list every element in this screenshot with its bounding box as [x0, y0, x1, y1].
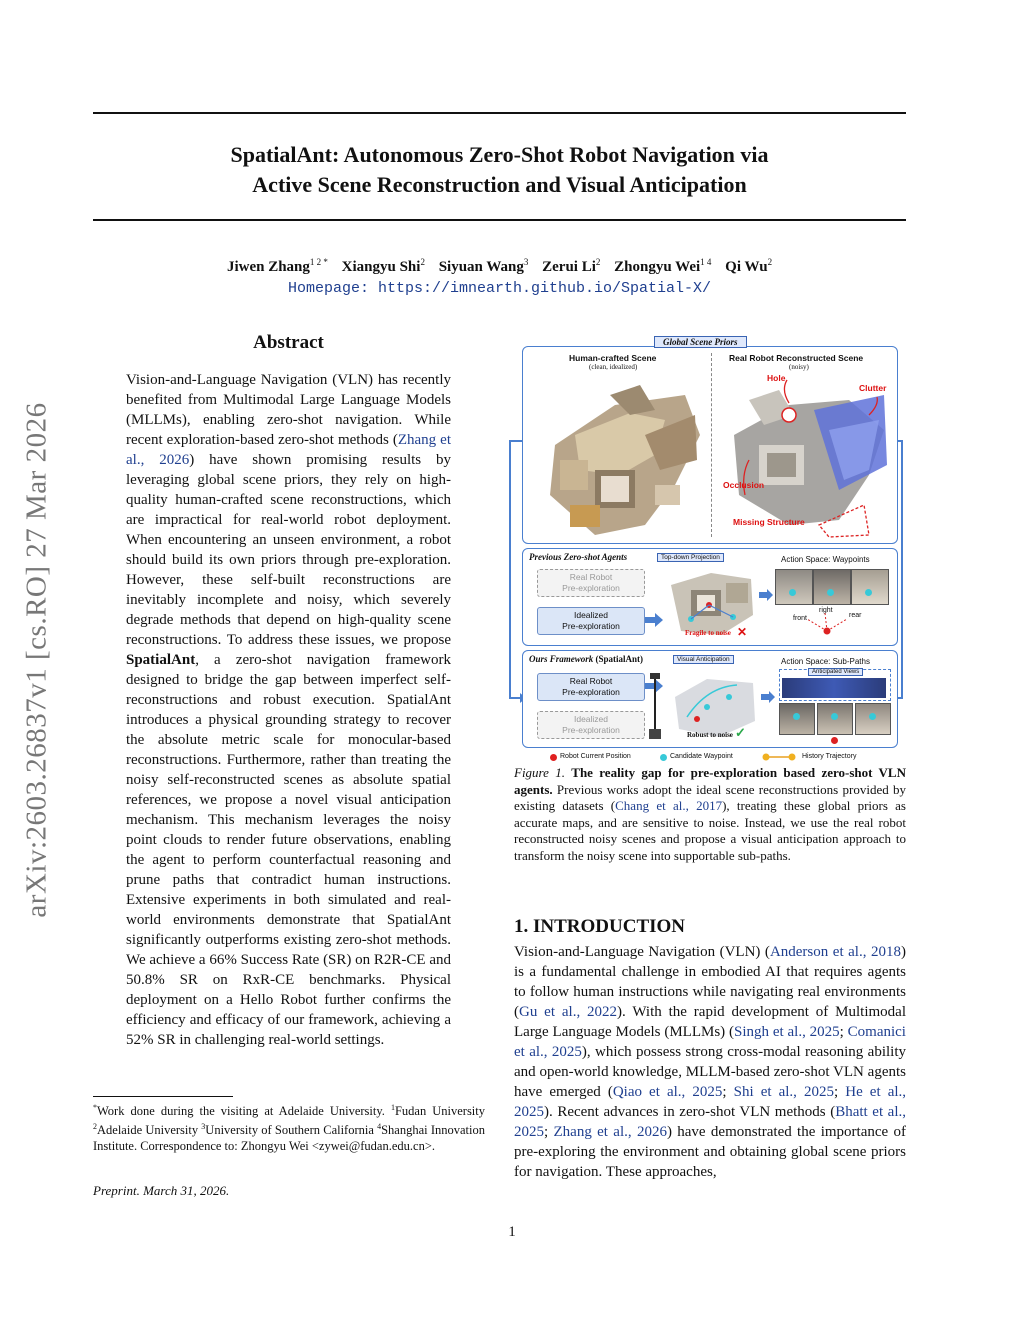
author: Zerui Li$^2$ [542, 257, 601, 275]
real-scene-subtitle: (noisy) [789, 363, 809, 371]
abstract-heading: Abstract [253, 332, 324, 353]
title-bottom-rule [93, 219, 906, 221]
arrow-right-icon [761, 691, 775, 703]
citation-link[interactable]: Qiao et al., 2025 [612, 1084, 723, 1100]
citation-link[interactable]: Shi et al., 2025 [733, 1084, 834, 1100]
occlusion-label: Occlusion [723, 480, 765, 490]
robust-label: Robust to noise [687, 731, 733, 739]
anticipated-views-tag: Anticipated Views [808, 668, 863, 676]
page-number: 1 [508, 1224, 516, 1240]
paper-title: SpatialAnt: Autonomous Zero-Shot Robot Navigation via Active Scene Reconstruction and Visual Anticipation [230, 142, 769, 197]
candidate-waypoint-icon [831, 713, 838, 720]
cross-icon: ✕ [737, 625, 748, 639]
author: Jiwen Zhang$^{1 2 *}$ [226, 257, 328, 275]
global-priors-panel [522, 346, 898, 544]
anticipated-view-image [782, 678, 886, 698]
anticipation-map-image [667, 667, 761, 741]
hole-label: Hole [767, 373, 786, 383]
citation-link[interactable]: Zhang et al., 2026 [553, 1124, 667, 1140]
scene-divider [711, 353, 712, 537]
ideal-pre-exploration-box: Idealized Pre-exploration [537, 607, 645, 635]
ours-framework-panel [522, 650, 898, 748]
waypoint-view-thumb [851, 569, 889, 605]
human-scene-image [535, 375, 705, 539]
front-label: front [793, 615, 808, 622]
human-scene-title: Human-crafted Scene [569, 353, 657, 363]
visual-anticipation-tag: Visual Anticipation [673, 655, 734, 664]
anticipated-views-strip [779, 669, 891, 701]
history-trajectory-legend-icon [762, 752, 798, 762]
real-pre-exploration-box: Real Robot Pre-exploration [537, 569, 645, 597]
citation-link[interactable]: He et al., 2025 [514, 1084, 907, 1120]
author: Zhongyu Wei$^{1 4}$ [614, 257, 712, 275]
human-scene-subtitle: (clean, idealized) [589, 363, 638, 371]
arxiv-sidebar-stamp: arXiv:2603.26837v1 [cs.RO] 27 Mar 2026 [20, 402, 53, 918]
section-heading: 1. INTRODUCTION [514, 916, 686, 937]
candidate-waypoint-legend-icon [660, 754, 667, 761]
real-pre-exploration-box: Real Robot Pre-exploration [537, 673, 645, 701]
author: Xiangyu Shi$^2$ [341, 257, 425, 275]
figure-caption: Figure 1. The reality gap for pre-exploration based zero-shot VLN agents. Previous works adopt the ideal scene reconstructions provided by existing datasets (Chang et al., 2017), treating these global priors as accurate maps, and are sensitive to noise. Instead, we use the real robot reconstructed noisy scenes and propose a visual anticipation approach to transform the noisy scene into supportable sub-paths. [514, 765, 906, 863]
preprint-note: Preprint. March 31, 2026. [93, 1183, 230, 1198]
citation-link[interactable]: Anderson et al., 2018 [769, 944, 901, 960]
title-top-rule [93, 112, 906, 114]
waypoint-view-thumb [775, 569, 813, 605]
legend-candidate-waypoint: Candidate Waypoint [670, 753, 733, 760]
homepage-link[interactable]: Homepage: https://imnearth.github.io/Spatial-X/ [287, 280, 712, 297]
candidate-waypoint-icon [865, 589, 872, 596]
waypoint-view-thumb [813, 569, 851, 605]
ideal-pre-exploration-box: Idealized Pre-exploration [537, 711, 645, 739]
action-space-subpaths-title: Action Space: Sub-Paths [781, 657, 870, 666]
previous-agents-panel [522, 548, 898, 646]
author: Qi Wu$^2$ [725, 257, 773, 275]
candidate-waypoint-icon [789, 589, 796, 596]
affiliation-footnote: *Work done during the visiting at Adelaide University. $^1$Fudan University $^2$Adelaide University $^3$University of Southern California $^4$Shanghai Innovation Institute. Correspondence to: Zhongyu Wei <zywei@fudan.edu.cn>. [93, 1103, 486, 1154]
footnote-rule [93, 1096, 233, 1097]
right-label: right [819, 607, 833, 614]
waypoint-graph [795, 605, 862, 639]
abstract-body: Vision-and-Language Navigation (VLN) has recently benefited from Multimodal Large Language Models (MLLMs), enabling zero-shot navigation. While recent exploration-based zero-shot methods (Zhang et al., 2026) have shown promising results by leveraging global scene priors, they rely on high-quality human-crafted scene reconstructions, which are impractical for real-world robot deployment. When encountering an unseen environment, a robot should build its own priors through pre-exploration. However, these self-built reconstructions are inevitably incomplete and noisy, which severely degrade methods that depend on high-quality scene reconstructions. To address these issues, we propose SpatialAnt, a zero-shot navigation framework designed to bridge the gap between imperfect self-reconstructions and robust execution. SpatialAnt introduces a physical grounding strategy to recover the absolute metric scale for monocular-based reconstructions. Furthermore, rather than treating the noisy self-reconstructed scenes as absolute spatial references, we propose a novel visual anticipation mechanism. This mechanism leverages the noisy point clouds to render future observations, enabling the agent to perform counterfactual reasoning and prune paths that contradict human instructions. Extensive experiments in both simulated and real-world environments demonstrate that SpatialAnt significantly outperforms existing zero-shot methods. We achieve a 66% Success Rate (SR) on R2R-CE and 50.8% SR on RxR-CE benchmarks. Physical deployment on a Hello Robot further confirms the efficiency and efficacy of our framework, achieving a 52% SR in challenging real-world settings. [126, 372, 452, 1048]
candidate-waypoint-icon [793, 713, 800, 720]
fragile-label: Fragile to noise [685, 629, 731, 637]
previous-agents-title: Previous Zero-shot Agents [529, 552, 628, 562]
ours-framework-title: Ours Framework (SpatialAnt) [529, 654, 644, 664]
citation-link[interactable]: Comanici et al., 2025 [514, 1024, 906, 1060]
figure-1 [514, 336, 906, 764]
legend-history-trajectory: History Trajectory [802, 753, 857, 760]
citation-link[interactable]: Bhatt et al., 2025 [514, 1104, 907, 1140]
legend-robot-position: Robot Current Position [560, 753, 631, 760]
author-list [93, 257, 906, 276]
action-space-waypoints-title: Action Space: Waypoints [781, 555, 870, 564]
global-priors-tag: Global Scene Priors [654, 336, 747, 348]
real-scene-image [719, 375, 891, 539]
arrow-right-icon [759, 589, 773, 601]
check-icon: ✓ [735, 725, 746, 740]
rear-label: rear [849, 612, 862, 619]
missing-structure-label: Missing Structure [733, 517, 805, 527]
clutter-label: Clutter [859, 383, 887, 393]
real-scene-title: Real Robot Reconstructed Scene [729, 353, 864, 363]
method-name: SpatialAnt [126, 652, 196, 668]
citation-link[interactable]: Chang et al., 2017 [615, 798, 723, 813]
citation-link[interactable]: Gu et al., 2022 [519, 1004, 618, 1020]
robot-position-icon [831, 737, 838, 744]
citation-link[interactable]: Singh et al., 2025 [734, 1024, 840, 1040]
topdown-projection-tag: Top-down Projection [657, 553, 724, 562]
candidate-waypoint-icon [827, 589, 834, 596]
introduction-body: Vision-and-Language Navigation (VLN) (Anderson et al., 2018) is a fundamental challenge in embodied AI that requires agents to follow human instructions while navigating real environments (Gu et al., 2022). With the rapid development of Multimodal Large Language Models (MLLMs) (Singh et al., 2025; Comanici et al., 2025), which possess strong cross-modal reasoning ability and open-world knowledge, MLLM-based zero-shot VLN agents have emerged (Qiao et al., 2025; Shi et al., 2025; He et al., 2025). Recent advances in zero-shot VLN methods (Bhatt et al., 2025; Zhang et al., 2026) have demonstrated the importance of pre-exploring the environment and obtaining global scene priors for navigation. These approaches, [514, 944, 907, 1180]
robot-position-legend-icon [550, 754, 557, 761]
author: Siyuan Wang$^3$ [438, 257, 529, 275]
citation-link[interactable]: Zhang et al., 2026 [126, 432, 451, 468]
robot-icon [647, 669, 663, 743]
candidate-waypoint-icon [869, 713, 876, 720]
